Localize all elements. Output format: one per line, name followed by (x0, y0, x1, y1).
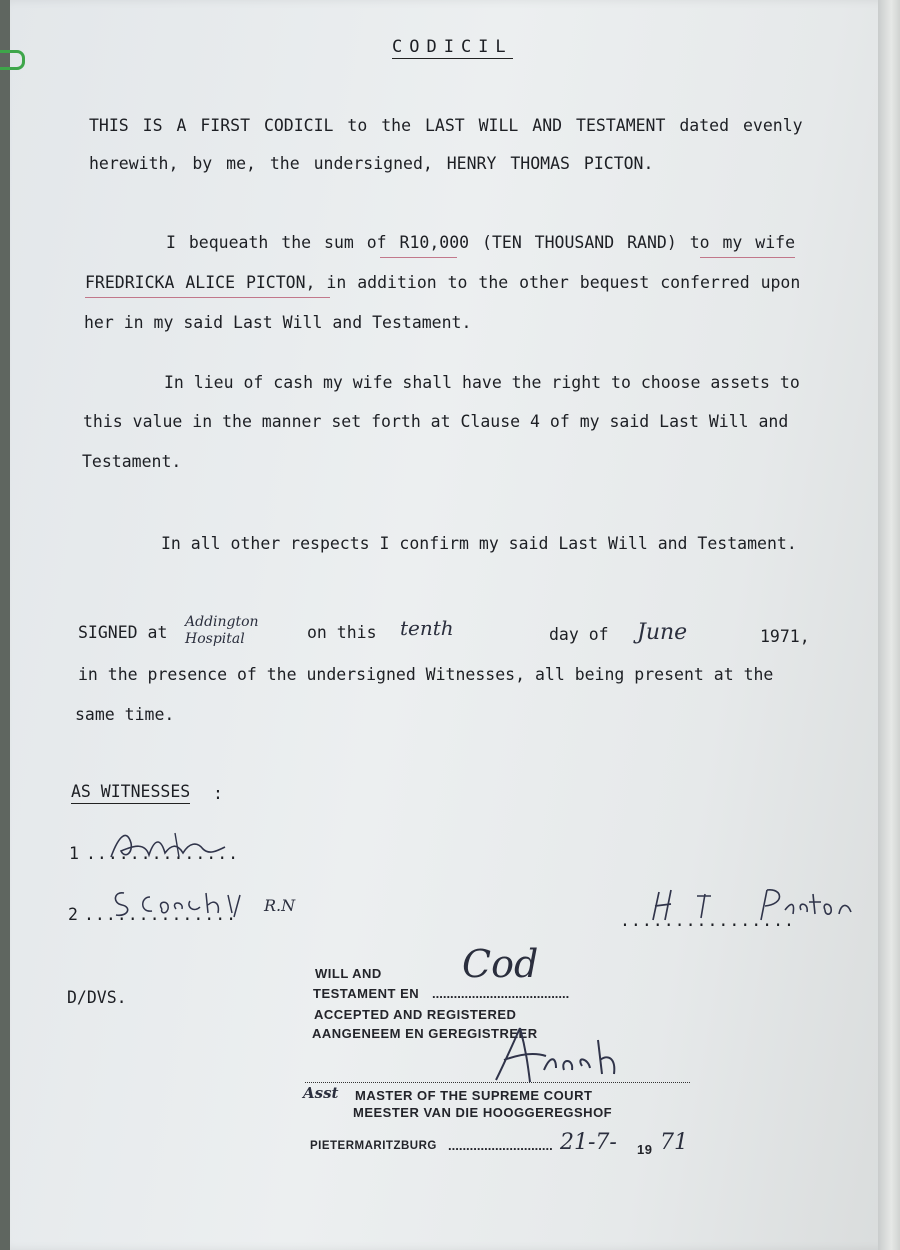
stamp-line2-dots: ...................................... (432, 986, 570, 1001)
signed-dayof: day of (549, 625, 609, 644)
para3-line2: this value in the manner set forth at Clause 4 of my said Last Will and (83, 412, 789, 431)
witness2-signature (110, 883, 250, 923)
witness2-suffix: R.N (264, 896, 296, 915)
witness1-signature (105, 825, 235, 865)
stamp-line7: PIETERMARITZBURG (310, 1140, 437, 1152)
witness2-number: 2 (68, 905, 78, 924)
stamp-line4: AANGENEEM EN GEREGISTREER (312, 1026, 538, 1041)
stamp-line7-dots: ............................. (448, 1138, 553, 1153)
para3-line1: In lieu of cash my wife shall have the right to choose assets to (164, 373, 800, 392)
staple-mark (0, 50, 25, 70)
para4-line1: In all other respects I confirm my said Last Will and Testament. (161, 534, 797, 553)
witnesses-colon: : (213, 784, 223, 803)
signed-month-handwritten: June (637, 620, 688, 645)
para2-line3: her in my said Last Will and Testament. (84, 313, 472, 332)
underline-wife (700, 257, 795, 258)
para2-line2: FREDRICKA ALICE PICTON, in addition to the other bequest conferred upon (85, 273, 801, 292)
stamp-date-year: 71 (660, 1130, 688, 1155)
stamp-line6: MEESTER VAN DIE HOOGGEREGSHOF (353, 1105, 613, 1120)
testator-signature (645, 880, 865, 930)
underline-amount (380, 257, 457, 258)
stamp-handwritten-cod: Cod (462, 942, 539, 986)
para1-line2: herewith, by me, the undersigned, HENRY THOMAS PICTON. (89, 154, 654, 173)
signed-day-handwritten: tenth (400, 616, 454, 640)
para3-line3: Testament. (82, 452, 182, 471)
page-edge (878, 0, 900, 1250)
witnesses-heading: AS WITNESSES (71, 781, 190, 804)
stamp-handwritten-asst: Asst (303, 1084, 339, 1102)
master-signature (490, 1020, 640, 1090)
document-title: CODICIL (392, 37, 513, 57)
witness1-dots: .............. (86, 844, 240, 863)
stamp-line2: TESTAMENT EN (313, 986, 420, 1001)
stamp-line5: MASTER OF THE SUPREME COURT (355, 1088, 593, 1103)
para2-line1: I bequeath the sum of R10,000 (TEN THOUSAND RAND) to my wife (166, 233, 796, 252)
para1-line1: THIS IS A FIRST CODICIL to the LAST WILL AND TESTAMENT dated evenly (89, 116, 803, 135)
signed-prefix: SIGNED at (78, 623, 168, 642)
presence-line2: same time. (75, 705, 175, 724)
stamp-date-printed: 19 (637, 1142, 653, 1157)
witness2-dots: .............. (84, 905, 238, 924)
testator-dots: ................ (620, 911, 795, 930)
underline-name (85, 297, 330, 298)
signed-year: 1971, (760, 627, 810, 646)
signed-place-handwritten: Addington Hospital (185, 614, 259, 647)
reference-code: D/DVS. (67, 988, 127, 1007)
stamp-line1: WILL AND (315, 966, 382, 981)
stamp-date-handwritten: 21-7- (560, 1130, 617, 1155)
stamp-divider (305, 1082, 690, 1083)
signed-mid: on this (307, 623, 377, 642)
witness1-number: 1 (69, 844, 79, 863)
presence-line1: in the presence of the undersigned Witnesses, all being present at the (78, 665, 774, 684)
stamp-line3: ACCEPTED AND REGISTERED (314, 1007, 517, 1022)
